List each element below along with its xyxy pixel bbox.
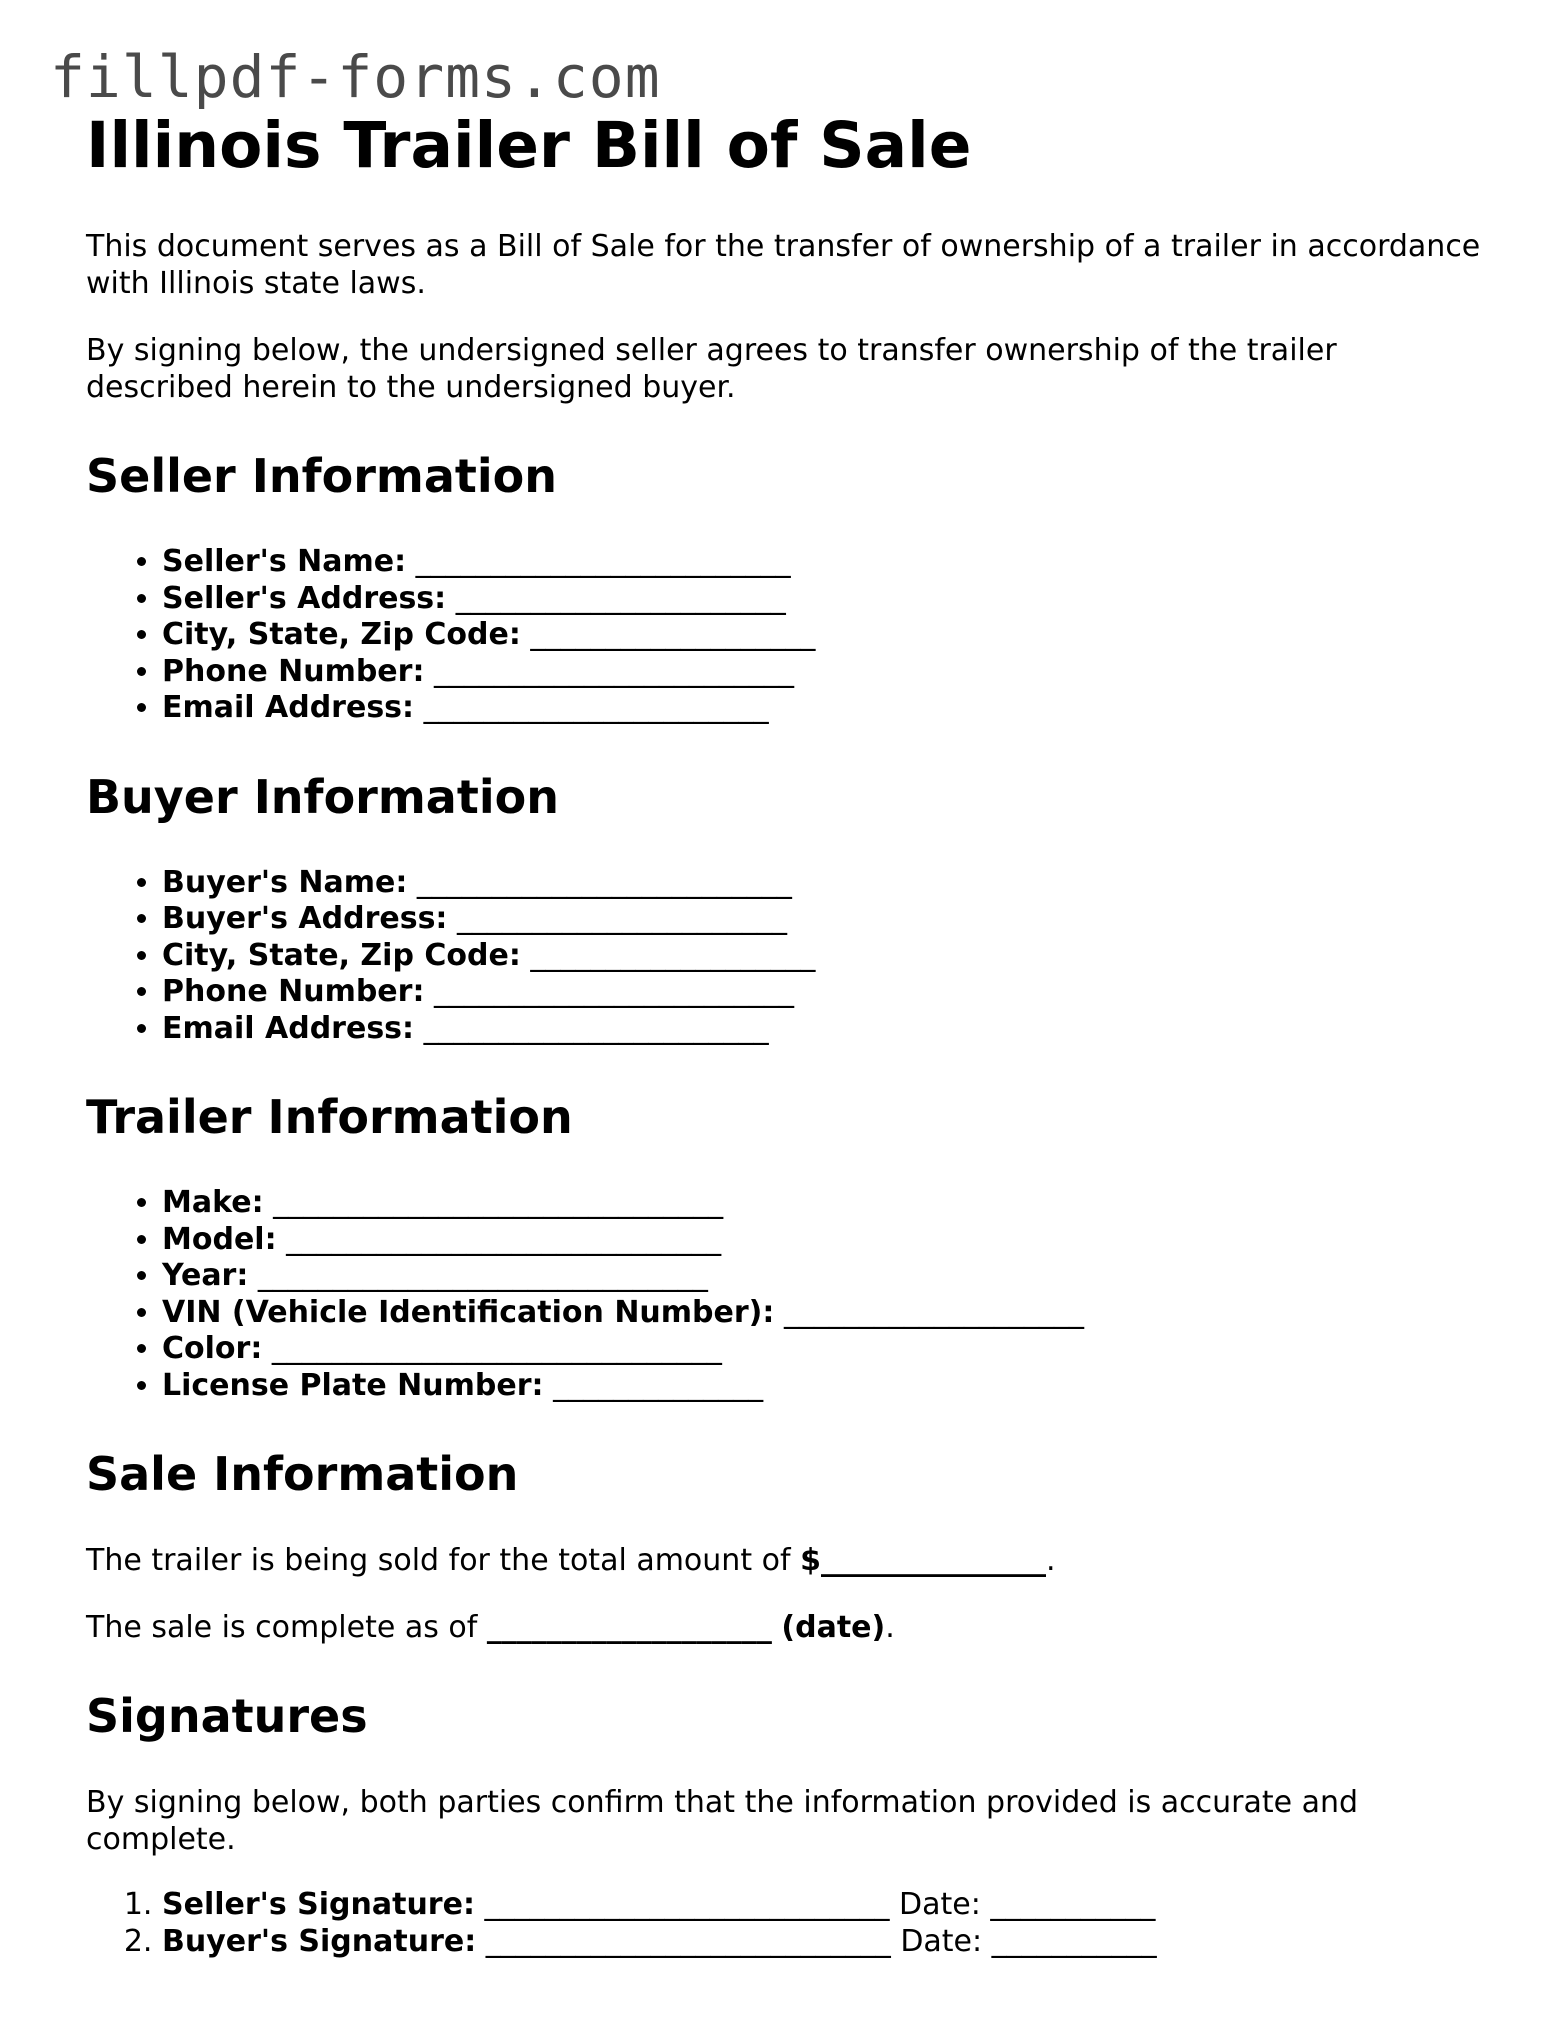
field-blank[interactable]: _______________________ (423, 690, 769, 725)
sale-date-line (86, 1609, 1486, 1646)
field-label: VIN (Vehicle Identification Number): (162, 1294, 775, 1330)
buyer-email-field[interactable] (162, 1011, 1486, 1048)
trailer-make-field[interactable] (162, 1185, 1486, 1222)
sale-amount-line (86, 1542, 1486, 1579)
seller-signature-line[interactable] (162, 1887, 1486, 1924)
seller-city-state-zip-field[interactable] (162, 617, 1486, 654)
field-blank[interactable]: _________________________ (415, 544, 791, 579)
trailer-color-field[interactable] (162, 1331, 1486, 1368)
signature-date-blank[interactable]: ___________ (990, 1887, 1156, 1922)
seller-phone-field[interactable] (162, 654, 1486, 691)
field-blank[interactable]: _____________________________ (286, 1221, 722, 1257)
field-label: Model: (162, 1221, 277, 1257)
field-blank[interactable]: ______________________ (456, 901, 787, 936)
buyer-address-field[interactable] (162, 901, 1486, 938)
sale-amount-suffix: . (1045, 1543, 1056, 1578)
trailer-field-list (86, 1185, 1486, 1404)
sale-date-label: (date) (781, 1610, 886, 1645)
sale-amount-prefix: The trailer is being sold for the total amount of (86, 1543, 801, 1578)
sale-date-blank[interactable]: ___________________ (486, 1610, 772, 1645)
field-blank[interactable]: ______________________________ (273, 1185, 724, 1220)
field-label: Phone Number: (162, 974, 425, 1009)
field-blank[interactable]: _________________________ (416, 864, 792, 900)
field-label: City, State, Zip Code: (162, 617, 521, 652)
field-label: Phone Number: (162, 653, 425, 689)
seller-address-field[interactable] (162, 581, 1486, 618)
seller-section-heading: Seller Information (86, 449, 558, 503)
field-blank[interactable]: ______________________________ (271, 1331, 722, 1366)
sale-section-heading: Sale Information (86, 1447, 519, 1501)
signature-date-blank[interactable]: ___________ (991, 1923, 1157, 1959)
intro-paragraph-2: By signing below, the undersigned seller agrees to transfer ownership of the trailer described herein to the undersigned buyer. (86, 333, 1337, 405)
signatures-section-heading: Signatures (86, 1689, 368, 1743)
field-label: Buyer's Address: (162, 901, 448, 936)
buyer-phone-field[interactable] (162, 974, 1486, 1011)
field-label: Seller's Name: (162, 544, 407, 579)
field-label: Seller's Address: (162, 580, 447, 616)
field-blank[interactable]: ___________________ (530, 617, 816, 652)
seller-email-field[interactable] (162, 690, 1486, 727)
field-label: City, State, Zip Code: (162, 937, 521, 973)
buyer-signature-line[interactable] (162, 1924, 1486, 1961)
signature-blank[interactable]: ___________________________ (485, 1923, 891, 1959)
trailer-license-plate-field[interactable] (162, 1368, 1486, 1405)
field-blank[interactable]: ______________ (553, 1367, 764, 1403)
buyer-city-state-zip-field[interactable] (162, 938, 1486, 975)
watermark: fillpdf-forms.com (50, 43, 661, 111)
sale-date-suffix: . (885, 1610, 895, 1645)
signatures-paragraph: By signing below, both parties confirm that the information provided is accurate and complete. (86, 1785, 1359, 1857)
trailer-model-field[interactable] (162, 1222, 1486, 1259)
document (86, 108, 1486, 1960)
sale-amount-blank[interactable]: $_______________ (800, 1543, 1046, 1578)
signature-date-label: Date: (899, 1887, 981, 1922)
trailer-vin-field[interactable] (162, 1295, 1486, 1332)
field-blank[interactable]: ___________________ (530, 937, 816, 973)
trailer-year-field[interactable] (162, 1258, 1486, 1295)
sale-date-prefix: The sale is complete as of (86, 1610, 487, 1645)
field-label: Make: (162, 1185, 264, 1220)
signature-list (86, 1887, 1486, 1960)
trailer-section-heading: Trailer Information (86, 1090, 573, 1144)
field-label: License Plate Number: (162, 1367, 544, 1403)
buyer-field-list (86, 865, 1486, 1048)
field-blank[interactable]: ________________________ (434, 653, 794, 689)
field-blank[interactable]: ____________________ (783, 1294, 1084, 1330)
field-blank[interactable]: _______________________ (423, 1010, 769, 1046)
seller-field-list (86, 544, 1486, 727)
intro-paragraph-1: This document serves as a Bill of Sale for the transfer of ownership of a trailer in accordance with Illinois state laws. (86, 229, 1481, 301)
seller-name-field[interactable] (162, 544, 1486, 581)
field-blank[interactable]: ________________________ (434, 974, 794, 1009)
field-blank[interactable]: ______________________ (455, 580, 786, 616)
signature-label: Buyer's Signature: (162, 1923, 477, 1959)
field-label: Year: (162, 1258, 249, 1293)
signature-label: Seller's Signature: (162, 1887, 475, 1922)
signature-date-label: Date: (900, 1923, 983, 1959)
field-label: Color: (162, 1331, 263, 1366)
field-label: Buyer's Name: (162, 864, 408, 900)
field-label: Email Address: (162, 1010, 415, 1046)
buyer-name-field[interactable] (162, 865, 1486, 902)
document-title: Illinois Trailer Bill of Sale (86, 109, 972, 182)
field-blank[interactable]: ______________________________ (257, 1258, 708, 1293)
field-label: Email Address: (162, 690, 415, 725)
signature-blank[interactable]: ___________________________ (484, 1887, 890, 1922)
buyer-section-heading: Buyer Information (86, 769, 559, 824)
